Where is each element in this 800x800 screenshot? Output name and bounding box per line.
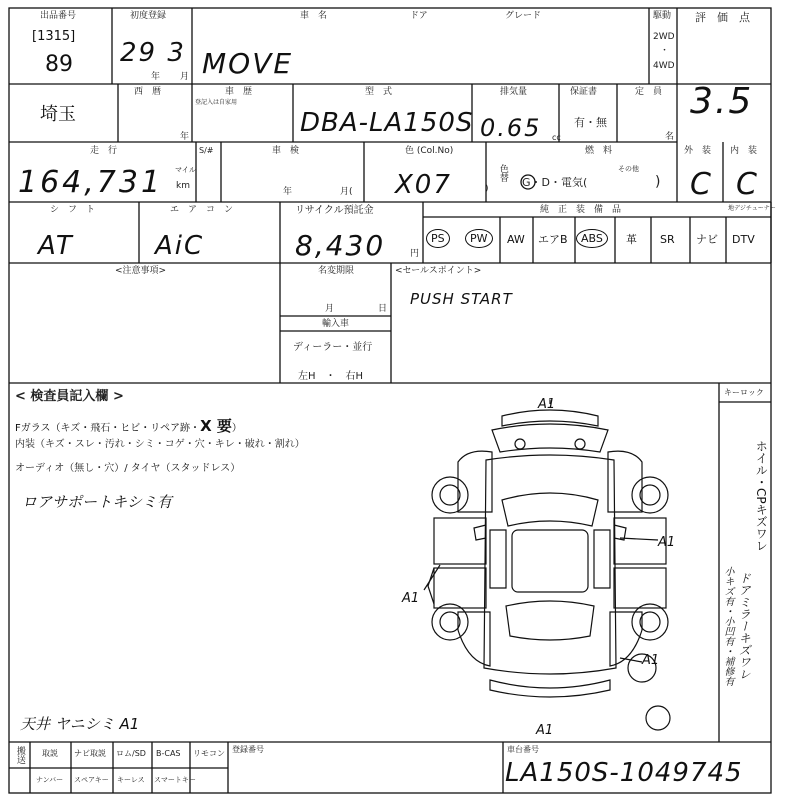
- history-label: 車 歴: [225, 87, 253, 97]
- fglass-text: Fガラス（キズ・飛石・ヒビ・リペア跡・: [15, 423, 201, 434]
- inspection-label: 車 検: [272, 146, 300, 156]
- wheel-rear-right: [632, 604, 668, 640]
- sales-label: <セールスポイント>: [395, 266, 482, 276]
- inspector-title: < 検査員記入欄 >: [15, 389, 124, 404]
- chassis-value: LA150S-1049745: [505, 758, 743, 788]
- handle-value: 左H ・ 右H: [298, 371, 364, 382]
- score-value: 3.5: [690, 81, 754, 122]
- ac-label: エ ア コ ン: [170, 205, 234, 215]
- bcas-label: B-CAS: [156, 749, 181, 758]
- model-label: 型 式: [365, 87, 393, 97]
- rear-window: [506, 601, 594, 640]
- damage-right-door: A1: [658, 535, 676, 550]
- windshield: [502, 493, 598, 526]
- name-change-day: 日: [378, 304, 388, 314]
- wheel-rear-left: [432, 604, 468, 640]
- inspection-month: 月(: [340, 187, 353, 197]
- smark-label: S/#: [199, 146, 214, 155]
- fuel-gas-circle: [520, 172, 538, 190]
- cc-unit: cc: [552, 133, 561, 142]
- equip-pw: PW: [465, 229, 493, 248]
- keylock-label: キーロック: [724, 388, 764, 397]
- damage-rear-bumper: A1: [536, 723, 554, 738]
- damage-front-bumper: A1: [538, 397, 556, 412]
- equip-abs: ABS: [576, 229, 608, 248]
- fglass-line: [15, 415, 242, 436]
- roof: [512, 530, 588, 592]
- fuel-other: その他: [618, 165, 639, 173]
- km-unit: km: [176, 181, 190, 191]
- interior-line: 内装（キズ・スレ・汚れ・シミ・コゲ・穴・キレ・破れ・割れ）: [15, 439, 305, 450]
- inspector-handwritten-note: ロアサポートキシミ有: [22, 493, 172, 511]
- ac-value: AiC: [155, 231, 205, 261]
- warranty-value: 有・無: [574, 116, 607, 129]
- first-reg-label: 初度登録: [130, 11, 167, 21]
- rom-sd-label: ロム/SD: [116, 749, 146, 758]
- door-label: ドア: [410, 11, 428, 21]
- displacement-value: 0.65: [480, 114, 542, 142]
- seireki-label: 西 暦: [134, 87, 162, 97]
- wheel-front-right: [632, 477, 668, 513]
- history-note: 登記入は自家用: [195, 99, 238, 106]
- import-label: 輸入車: [322, 319, 350, 329]
- audio-tire-line: オーディオ（無し・穴）/ タイヤ（スタッドレス）: [15, 463, 241, 474]
- keyless-label: キーレス: [117, 776, 145, 784]
- color-value: X07: [395, 170, 452, 200]
- hood: [492, 424, 608, 452]
- equip-navi: ナビ: [696, 233, 718, 246]
- fglass-close: ）: [231, 423, 242, 434]
- warranty-label: 保証書: [570, 87, 598, 97]
- sales-value: PUSH START: [410, 290, 513, 308]
- smart-key-label: スマートキー: [154, 776, 196, 784]
- interior-label: 内 装: [730, 146, 758, 156]
- equip-dtv: DTV: [732, 233, 755, 246]
- door-rear-left: [434, 568, 486, 608]
- rear-bumper: [490, 680, 610, 697]
- first-reg-value: 29 3: [120, 38, 186, 68]
- first-reg-year-unit: 年: [151, 72, 161, 82]
- displacement-label: 排気量: [500, 87, 528, 97]
- equip-sr: SR: [660, 233, 675, 246]
- recycle-value: 8,430: [295, 229, 386, 262]
- car-name-label: 車 名: [300, 11, 328, 21]
- equipment-label: 純 正 装 備 品: [540, 205, 622, 215]
- color-label: 色 (Col.No): [405, 146, 454, 156]
- exterior-value: C: [690, 167, 713, 202]
- shift-value: AT: [38, 231, 74, 261]
- grade-label: グレード: [505, 11, 542, 21]
- fuel-options: G・D・電気(: [522, 176, 588, 189]
- car-diagram: [402, 397, 680, 740]
- repair-note: 小キズ有・小凹有・補修有: [722, 566, 733, 686]
- number-plate-label: ナンバー: [36, 776, 64, 784]
- mirror-note: ドアミラーキズワレ: [737, 572, 752, 680]
- damage-left-door: A1: [402, 591, 420, 606]
- remote-label: リモコン: [193, 749, 225, 758]
- seireki-year-unit: 年: [180, 132, 190, 142]
- body-outline: [484, 455, 616, 674]
- mile-unit: マイル: [175, 166, 196, 174]
- color-paren: ): [485, 184, 489, 194]
- inspection-year: 年: [283, 187, 293, 197]
- name-change-label: 名変期限: [318, 266, 355, 276]
- lot-label: 出品番号: [40, 11, 77, 21]
- mileage-label: 走 行: [90, 146, 118, 156]
- spare-key-label: スペアキー: [74, 776, 109, 784]
- headlight-right: [575, 439, 585, 449]
- equip-ps: PS: [426, 229, 450, 248]
- drive-sep: ・: [660, 46, 670, 56]
- lot-number: 89: [45, 52, 73, 77]
- door-front-left: [434, 518, 486, 564]
- import-value: ディーラー・並行: [293, 342, 373, 353]
- fuel-label: 燃 料: [585, 146, 613, 156]
- equip-aw: AW: [507, 233, 525, 246]
- manual-label: 取説: [42, 749, 58, 758]
- transport-label: 搬送: [14, 746, 25, 764]
- car-name-value: MOVE: [202, 47, 294, 80]
- fglass-mark: X 要: [200, 417, 232, 435]
- capacity-unit: 名: [665, 132, 675, 142]
- regnum-label: 登録番号: [232, 745, 264, 754]
- first-reg-month-unit: 月: [180, 72, 190, 82]
- inspector-signature-note: 天井 ヤニシミ A1: [20, 715, 140, 733]
- equip-airbag: エアB: [538, 233, 568, 246]
- wheel-front-left: [432, 477, 468, 513]
- caution-label: <注意事項>: [115, 266, 167, 276]
- yen-unit: 円: [410, 249, 420, 259]
- drive-label: 駆動: [653, 11, 672, 21]
- mileage-value: 164,731: [18, 165, 164, 200]
- nav-manual-label: ナビ取説: [74, 749, 106, 758]
- prefecture-value: 埼玉: [40, 104, 76, 125]
- rear-quarter-right: [610, 612, 642, 666]
- chassis-label: 車台番号: [507, 745, 539, 754]
- name-change-month: 月: [325, 304, 335, 314]
- model-value: DBA-LA150S: [300, 108, 474, 138]
- spare-circle-2: [646, 706, 670, 730]
- interior-value: C: [736, 167, 759, 202]
- damage-rear-right: A1: [642, 653, 660, 668]
- headlight-left: [515, 439, 525, 449]
- wheel-cp-label: ホイル・CPキズワレ: [754, 440, 769, 552]
- capacity-label: 定 員: [635, 87, 663, 97]
- rear-quarter-left: [458, 612, 490, 666]
- equip-leather: 革: [626, 233, 637, 246]
- score-label: 評 価 点: [695, 11, 750, 24]
- color-change-label: 色替: [497, 164, 508, 182]
- door-rear-right: [614, 568, 666, 608]
- tv-tuner-label: 地デジチューナー: [728, 205, 776, 212]
- drive-2wd: 2WD: [653, 32, 675, 42]
- mirror-left: [474, 525, 486, 540]
- fuel-close: ): [655, 174, 661, 190]
- lot-prefix: [1315]: [32, 29, 76, 44]
- drive-4wd: 4WD: [653, 61, 675, 71]
- shift-label: シ フ ト: [50, 205, 96, 215]
- exterior-label: 外 装: [684, 146, 712, 156]
- recycle-label: リサイクル預託金: [295, 205, 374, 216]
